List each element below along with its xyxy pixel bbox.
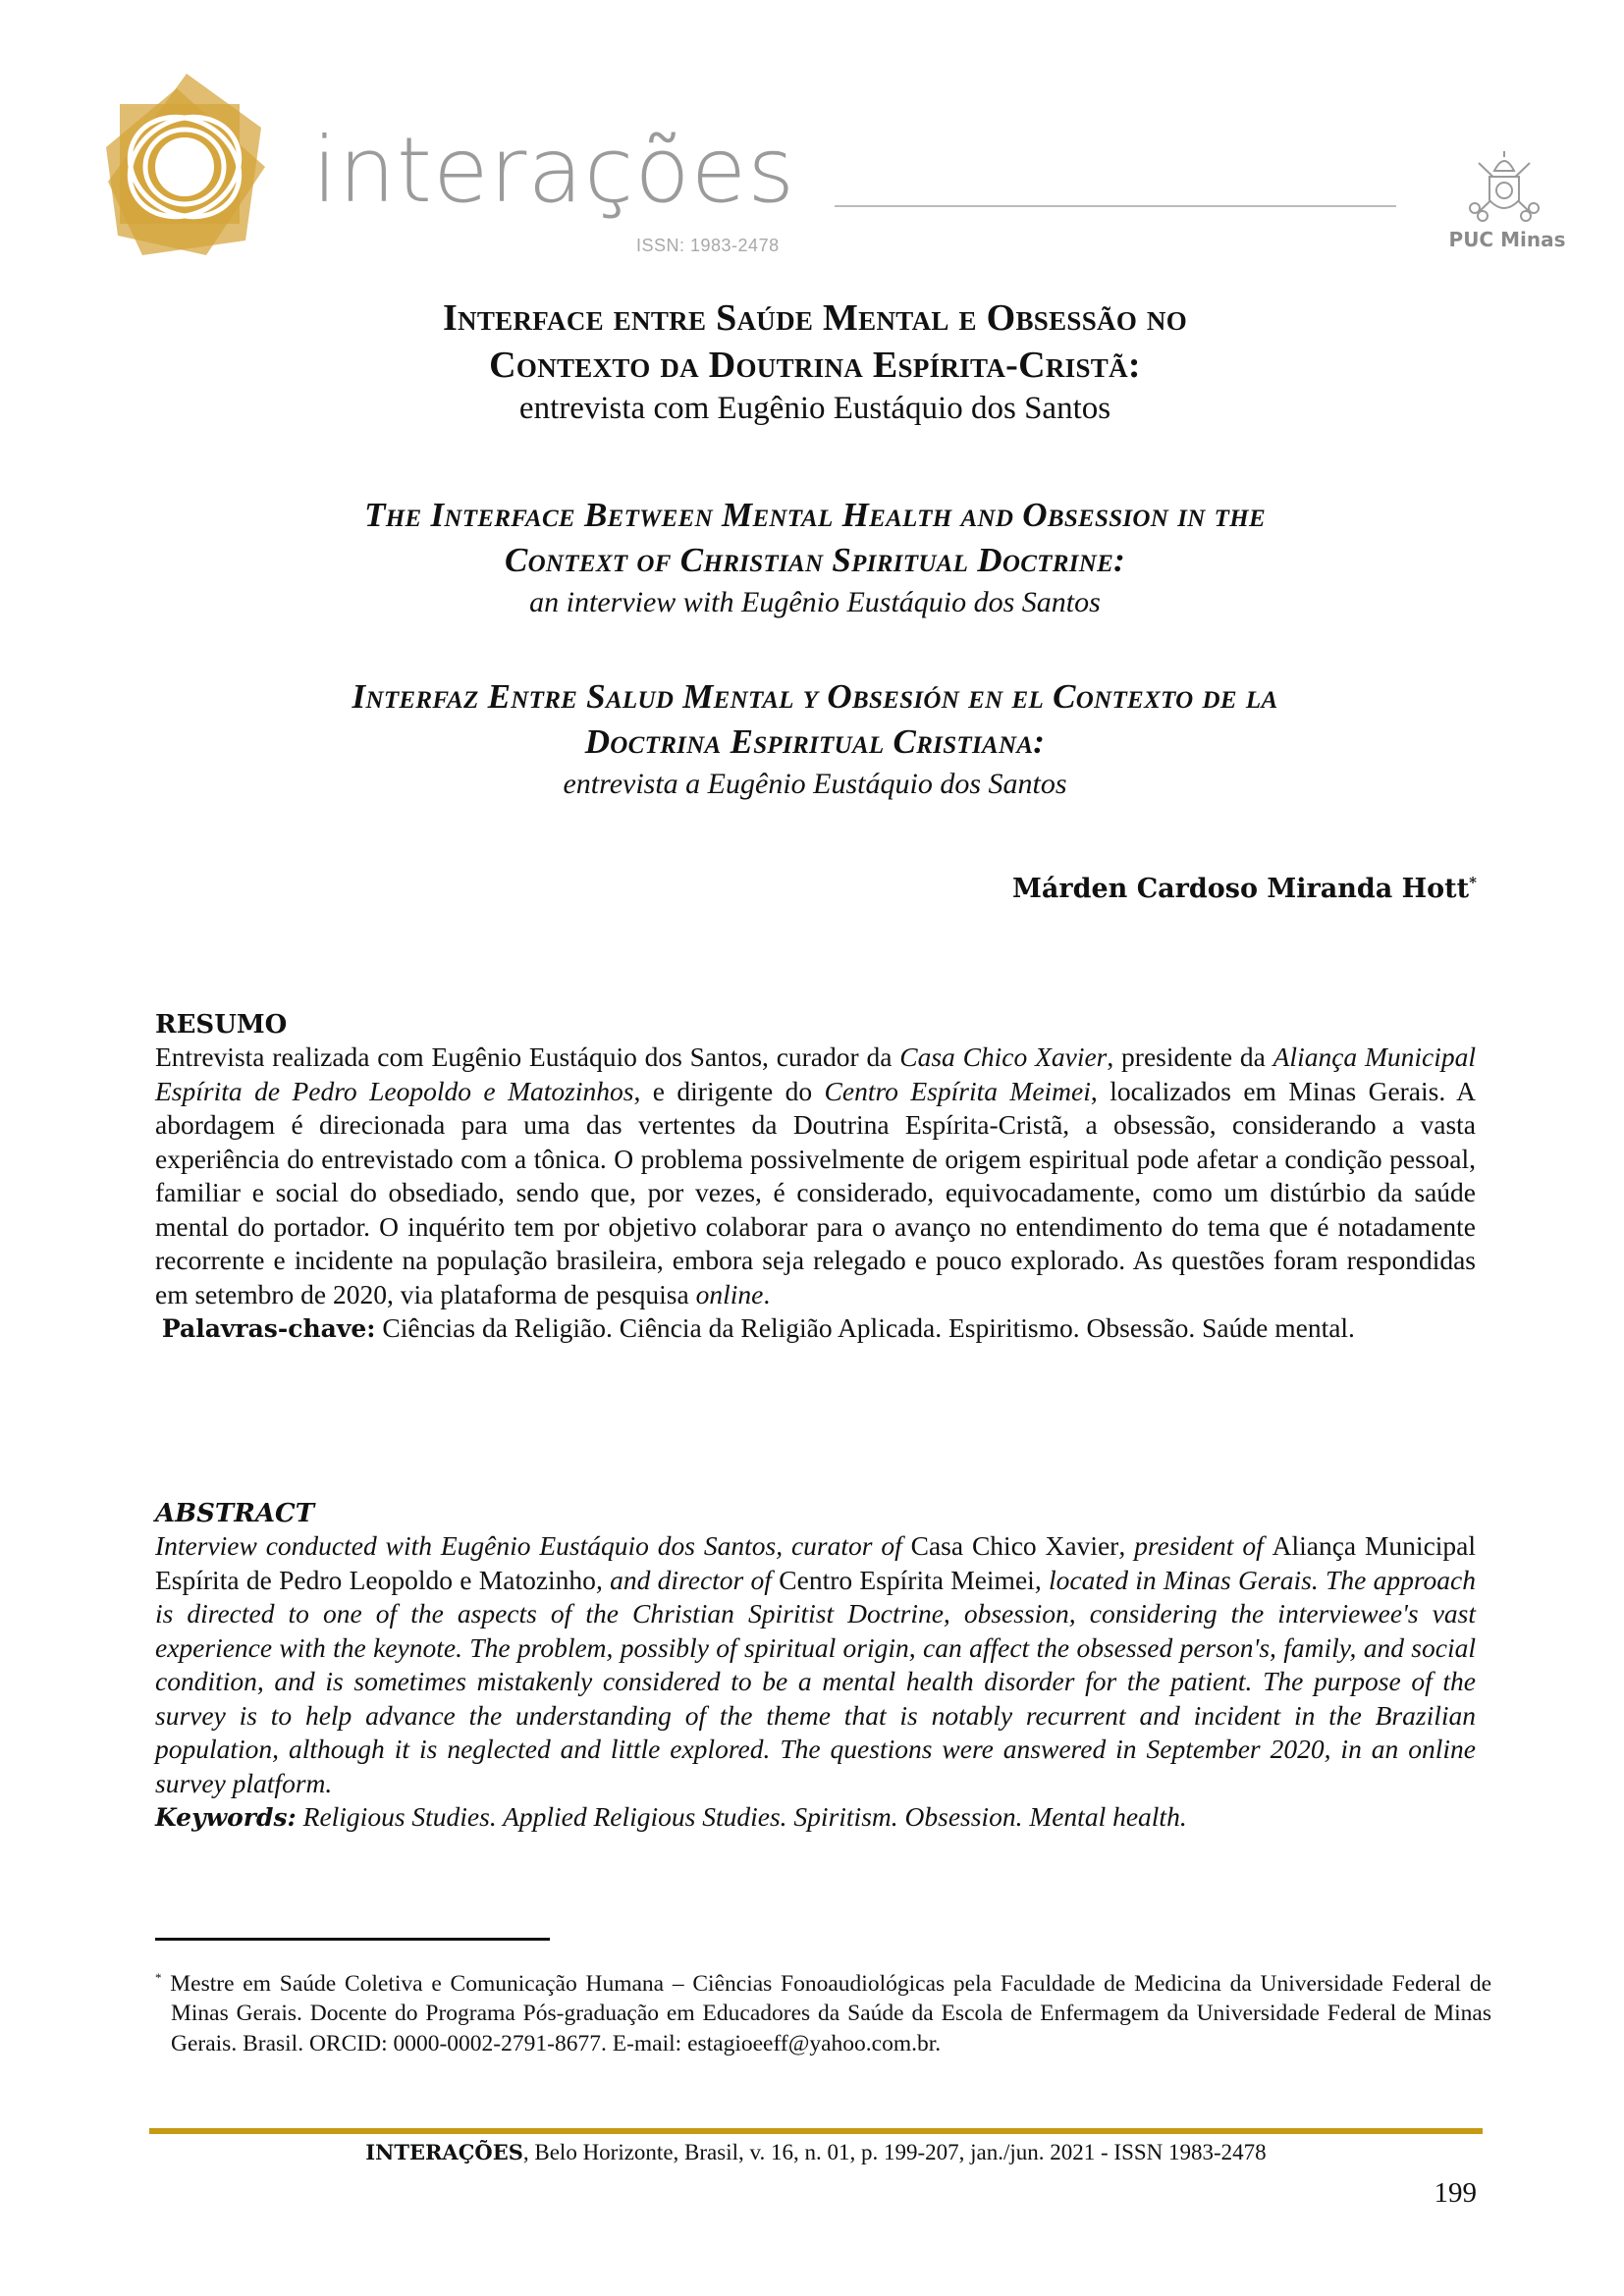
logo-issn: ISSN: 1983-2478 — [636, 236, 780, 255]
resumo-section — [155, 1009, 1476, 1347]
resumo-italic-term: Centro Espírita Meimei — [824, 1075, 1091, 1106]
footer-journal-name: INTERAÇÕES — [365, 2140, 523, 2164]
subtitle-es: entrevista a Eugênio Eustáquio dos Santos — [563, 768, 1067, 800]
footnote-marker: * — [155, 1970, 162, 1985]
abstract-heading: ABSTRACT — [155, 1499, 315, 1528]
puc-minas-crest-icon — [1465, 149, 1543, 226]
resumo-text: . — [763, 1278, 771, 1309]
resumo-italic-term: Casa Chico Xavier — [899, 1041, 1108, 1072]
abstract-keywords — [155, 1800, 1476, 1836]
subtitle-pt: entrevista com Eugênio Eustáquio dos Santos — [518, 391, 1111, 426]
author-footnote — [155, 1963, 1491, 2058]
author-name — [1012, 874, 1477, 904]
abstract-body — [155, 1529, 1476, 1800]
footer-divider — [149, 2128, 1483, 2134]
author-footnote-marker[interactable]: * — [1469, 874, 1477, 891]
abstract-text: Interview conducted with Eugênio Eustáquio dos Santos, curator of — [155, 1530, 911, 1561]
header-divider — [835, 205, 1396, 207]
footnote-divider — [155, 1938, 550, 1941]
abstract-upright-term: Casa Chico Xavier — [910, 1530, 1119, 1561]
title-es-line2: Doctrina Espiritual Cristiana: — [584, 722, 1046, 761]
institution-name: PUC Minas — [1448, 228, 1566, 251]
title-english — [157, 493, 1473, 622]
resumo-text: , e dirigente do — [633, 1075, 825, 1106]
title-pt-line2: Contexto da Doutrina Espírita-Cristã: — [489, 345, 1141, 386]
abstract-upright-term: Centro Espírita Meimei — [779, 1564, 1035, 1595]
keywords-list: Ciências da Religião. Ciência da Religião Aplicada. Espiritismo. Obsessão. Saúde mental. — [382, 1312, 1355, 1343]
abstract-section — [155, 1498, 1476, 1836]
resumo-heading: RESUMO — [155, 1010, 288, 1040]
keywords-list: Religious Studies. Applied Religious Studies. Spiritism. Obsession. Mental health. — [302, 1801, 1187, 1832]
abstract-text: , and director of — [595, 1564, 780, 1595]
title-en-line1: The Interface Between Mental Health and Obsession in the — [364, 496, 1266, 534]
subtitle-en: an interview with Eugênio Eustáquio dos Santos — [529, 586, 1101, 618]
title-es-line1: Interfaz Entre Salud Mental y Obsesión en el Contexto de la — [352, 677, 1278, 716]
resumo-keywords — [155, 1311, 1476, 1347]
resumo-text: , localizados em Minas Gerais. A abordagem é direcionada para uma das vertentes da Doutrina Espírita-Cristã, a obsessão, considerando a vasta experiência do entrevistado com a tônica. O problema possivelmente de origem espiritual pode afetar a condição pessoal, familiar e social do obsediado, sendo que, por vezes, é considerado, equivocadamente, como um distúrbio da saúde mental do portador. O inquérito tem por objetivo colaborar para o avanço no entendimento do tema que é notadamente recorrente e incidente na população brasileira, embora seja relegado e pouco explorado. As questões foram respondidas em setembro de 2020, via plataforma de pesquisa — [155, 1075, 1477, 1309]
title-spanish — [157, 674, 1473, 804]
abstract-text: , president of — [1118, 1530, 1272, 1561]
title-portuguese — [157, 294, 1473, 428]
footer-citation-text: , Belo Horizonte, Brasil, v. 16, n. 01, p. 199-207, jan./jun. 2021 - ISSN 1983-2478 — [522, 2140, 1267, 2164]
abstract-text: , located in Minas Gerais. The approach is directed to one of the aspects of the Christian Spiritist Doctrine, obsession, considering the interviewee's vast experience with the keynote. The problem, possibly of spiritual origin, can affect the obsessed person's, family, and social condition, and is sometimes mistakenly considered to be a mental health disorder for the patient. The purpose of the survey is to help advance the understanding of the theme that is notably recurrent and incident in the Brazilian population, although it is neglected and little explored. The questions were answered in September 2020, in an online survey platform. — [155, 1564, 1476, 1798]
resumo-body — [155, 1041, 1476, 1311]
title-pt-line1: Interface entre Saúde Mental e Obsessão no — [442, 297, 1188, 339]
resumo-italic-term: online — [695, 1278, 764, 1309]
resumo-text: , presidente da — [1107, 1041, 1273, 1072]
journal-logo-wordmark: interações — [312, 118, 796, 223]
resumo-italic-term: Aliança Municipal Espírita de Pedro Leopoldo e Matozinhos — [155, 1041, 1476, 1106]
keywords-label: Palavras-chave: — [161, 1314, 376, 1343]
title-en-line2: Context of Christian Spiritual Doctrine: — [504, 541, 1126, 579]
abstract-upright-term: Aliança Municipal Espírita de Pedro Leopoldo e Matozinho — [155, 1530, 1477, 1595]
resumo-text: Entrevista realizada com Eugênio Eustáquio dos Santos, curador da — [155, 1041, 900, 1072]
author-name-text: Márden Cardoso Miranda Hott — [1012, 874, 1470, 904]
journal-logo-icon — [98, 69, 275, 265]
footnote-text: Mestre em Saúde Coletiva e Comunicação Humana – Ciências Fonoaudiológicas pela Faculdade de Medicina da Universidade Federal de Minas Gerais. Docente do Programa Pós-graduação em Educadores da Saúde da Escola de Enfermagem da Universidade Federal de Minas Gerais. Brasil. ORCID: 0000-0002-2791-8677. E-mail: estagioeeff@yahoo.com.br. — [170, 1970, 1492, 2056]
footer-citation — [149, 2140, 1483, 2165]
keywords-label: Keywords: — [155, 1803, 297, 1832]
page-number: 199 — [1434, 2177, 1477, 2209]
